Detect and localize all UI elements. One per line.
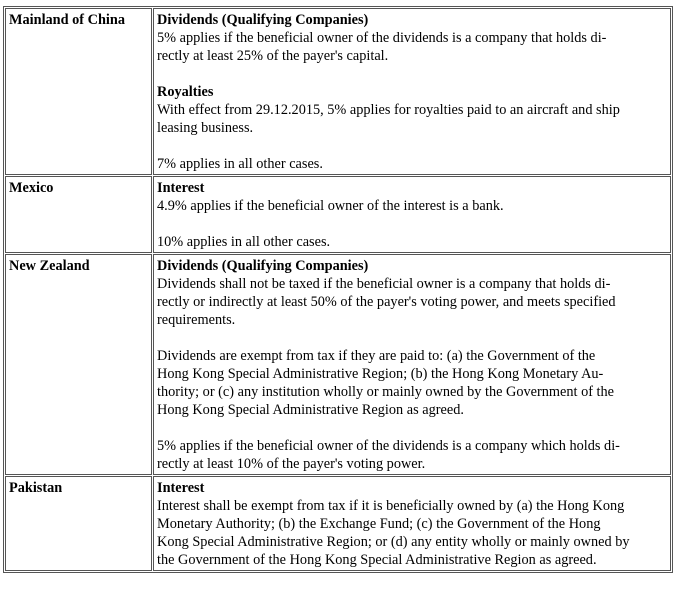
terms-cell (153, 8, 671, 175)
country-cell: Mainland of China (5, 8, 152, 175)
paragraph-gap (157, 329, 667, 347)
text-line: 7% applies in all other cases. (157, 156, 323, 172)
section-heading: Dividends (Qualifying Companies) (157, 258, 369, 274)
section-heading: Interest (157, 480, 205, 496)
text-line: 10% applies in all other cases. (157, 234, 331, 250)
text-line: rectly or indirectly at least 50% of the payer's voting power, and meets specified (157, 294, 616, 310)
section-heading: Dividends (Qualifying Companies) (157, 12, 369, 28)
text-line: Dividends are exempt from tax if they are paid to: (a) the Government of the (157, 348, 596, 364)
text-line: Dividends shall not be taxed if the beneficial owner is a company that holds di- (157, 276, 611, 292)
text-line: Monetary Authority; (b) the Exchange Fund; (c) the Government of the Hong (157, 516, 601, 532)
text-line: the Government of the Hong Kong Special Administrative Region as agreed. (157, 552, 597, 568)
table-row (5, 476, 671, 571)
text-line: 5% applies if the beneficial owner of the dividends is a company which holds di- (157, 438, 620, 454)
country-cell: Mexico (5, 176, 152, 253)
table-row (5, 254, 671, 475)
terms-cell (153, 176, 671, 253)
text-line: 5% applies if the beneficial owner of the dividends is a company that holds di- (157, 30, 607, 46)
table-row (5, 8, 671, 175)
paragraph-gap (157, 215, 667, 233)
paragraph-gap (157, 137, 667, 155)
text-line: With effect from 29.12.2015, 5% applies for royalties paid to an aircraft and ship (157, 102, 620, 118)
country-cell: Pakistan (5, 476, 152, 571)
section-heading: Interest (157, 180, 205, 196)
text-line: leasing business. (157, 120, 254, 136)
text-line: rectly at least 10% of the payer's voting power. (157, 456, 426, 472)
paragraph-gap (157, 65, 667, 83)
paragraph-gap (157, 419, 667, 437)
terms-cell (153, 254, 671, 475)
text-line: requirements. (157, 312, 236, 328)
text-line: 4.9% applies if the beneficial owner of the interest is a bank. (157, 198, 504, 214)
table-row (5, 176, 671, 253)
terms-cell (153, 476, 671, 571)
text-line: Hong Kong Special Administrative Region as agreed. (157, 402, 464, 418)
section-heading: Royalties (157, 84, 214, 100)
text-line: rectly at least 25% of the payer's capital. (157, 48, 389, 64)
country-cell: New Zealand (5, 254, 152, 475)
text-line: thority; or (c) any institution wholly or mainly owned by the Government of the (157, 384, 615, 400)
text-line: Hong Kong Special Administrative Region; (b) the Hong Kong Monetary Au- (157, 366, 604, 382)
text-line: Kong Special Administrative Region; or (d) any entity wholly or mainly owned by (157, 534, 630, 550)
treaty-rates-table (3, 6, 673, 573)
text-line: Interest shall be exempt from tax if it is beneficially owned by (a) the Hong Kong (157, 498, 625, 514)
